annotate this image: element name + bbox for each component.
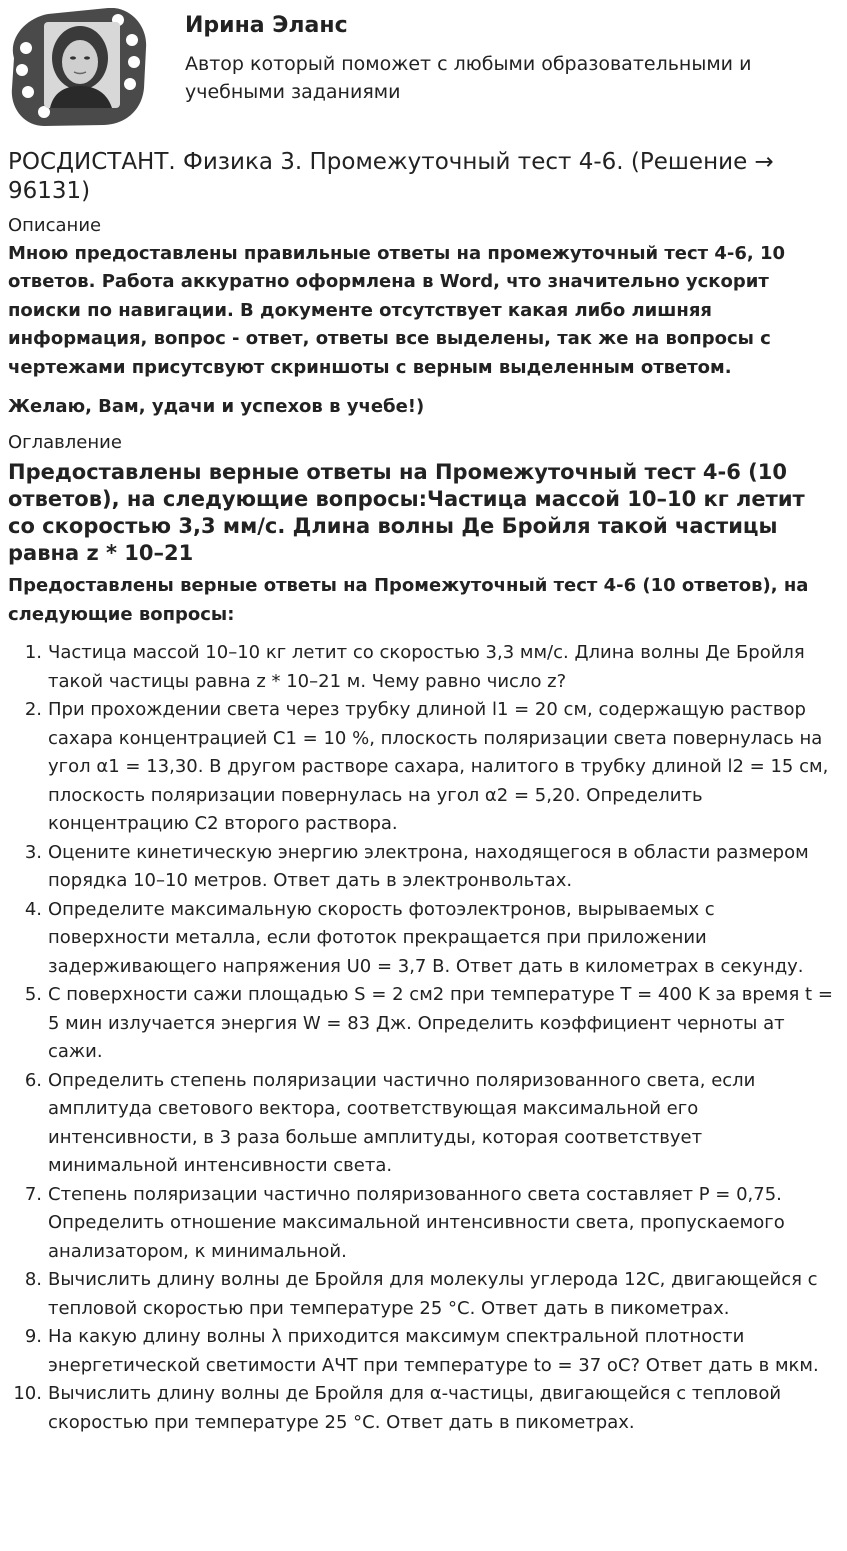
list-item-number: 6.: [24, 1069, 42, 1091]
list-item: [8, 1266, 833, 1323]
list-item-number: 2.: [24, 699, 42, 721]
list-item-number: 4.: [24, 898, 42, 920]
description-label: Описание: [8, 215, 102, 236]
list-item-number: 8.: [24, 1269, 42, 1291]
author-description: Автор который поможет с любыми образовательными и учебными заданиями: [185, 53, 752, 103]
toc-label: Оглавление: [8, 432, 122, 454]
avatar-film-frame-icon: [8, 8, 150, 126]
list-item-number: 9.: [24, 1326, 42, 1348]
list-item: [8, 1323, 833, 1380]
questions-list: [8, 639, 833, 1437]
list-item-text: Вычислить длину волны де Бройля для α-частицы, двигающейся с тепловой скоростью при температуре 25 °C. Ответ дать в пикометрах.: [48, 1383, 782, 1433]
list-item: [8, 896, 833, 982]
list-item-number: 7.: [24, 1183, 42, 1205]
list-item-text: На какую длину волны λ приходится максимум спектральной плотности энергетической светимости АЧТ при температуре to = 37 oC? Ответ дать в мкм.: [48, 1326, 819, 1376]
author-header: [0, 0, 847, 135]
list-item-text: Определить степень поляризации частично поляризованного света, если амплитуда светового вектора, соответствующая максимальной его интенсивности, в 3 раза больше амплитуды, которая соответствует минимальной интенсивности света.: [48, 1069, 756, 1177]
list-item: [8, 1380, 833, 1437]
list-item-number: 1.: [24, 642, 42, 664]
author-name[interactable]: Ирина Эланс: [185, 13, 348, 38]
description-text: Мною предоставлены правильные ответы на промежуточный тест 4-6, 10 ответов. Работа аккуратно оформлена в Word, что значительно ускорит поиски по навигации. В документе отсутствует какая либо лишняя информация, вопрос - ответ, ответы все выделены, так же на вопросы с чертежами присутсвуют скриншоты с верным выделенным ответом.: [8, 243, 786, 378]
list-item: [8, 639, 833, 696]
list-item-text: При прохождении света через трубку длиной l1 = 20 см, содержащую раствор сахара концентрацией C1 = 10 %, плоскость поляризации света повернулась на угол α1 = 13,30. В другом растворе сахара, налитого в трубку длиной l2 = 15 см, плоскость поляризации повернулась на угол α2 = 5,20. Определить концентрацию C2 второго раствора.: [48, 699, 829, 835]
list-item: [8, 1181, 833, 1267]
list-item-text: Определите максимальную скорость фотоэлектронов, вырываемых с поверхности металла, если фототок прекращается при приложении задерживающего напряжения U0 = 3,7 В. Ответ дать в километрах в секунду.: [48, 898, 804, 977]
list-item: [8, 981, 833, 1067]
list-item: [8, 839, 833, 896]
list-item-text: Вычислить длину волны де Бройля для молекулы углерода 12C, двигающейся с тепловой скоростью при температуре 25 °C. Ответ дать в пикометрах.: [48, 1269, 818, 1319]
list-item-number: 3.: [24, 841, 42, 863]
list-item: [8, 696, 833, 839]
list-item-text: Оцените кинетическую энергию электрона, находящегося в области размером порядка 10–10 метров. Ответ дать в электронвольтах.: [48, 841, 809, 892]
toc-heading: Предоставлены верные ответы на Промежуточный тест 4-6 (10 ответов), на следующие вопросы:Частица массой 10–10 кг летит со скоростью 3,3 мм/с. Длина волны Де Бройля такой частицы равна z * 10–21: [8, 460, 805, 566]
questions-intro: Предоставлены верные ответы на Промежуточный тест 4-6 (10 ответов), на следующие вопросы:: [8, 575, 809, 625]
main-content: [8, 148, 833, 1437]
wish-text: Желаю, Вам, удачи и успехов в учебе!): [8, 396, 425, 418]
list-item-number: 10.: [13, 1383, 42, 1405]
list-item-number: 5.: [24, 984, 42, 1006]
list-item-text: Степень поляризации частично поляризованного света составляет P = 0,75. Определить отношение максимальной интенсивности света, пропускаемого анализатором, к минимальной.: [48, 1183, 785, 1262]
author-avatar[interactable]: [8, 8, 150, 126]
list-item: [8, 1067, 833, 1181]
list-item-text: С поверхности сажи площадью S = 2 см2 при температуре T = 400 K за время t = 5 мин излучается энергия W = 83 Дж. Определить коэффициент черноты ат сажи.: [48, 984, 833, 1063]
page-title: РОСДИСТАНТ. Физика 3. Промежуточный тест 4-6. (Решение → 96131): [8, 149, 774, 204]
list-item-text: Частица массой 10–10 кг летит со скоростью 3,3 мм/с. Длина волны Де Бройля такой частицы равна z * 10–21 м. Чему равно число z?: [48, 642, 805, 692]
